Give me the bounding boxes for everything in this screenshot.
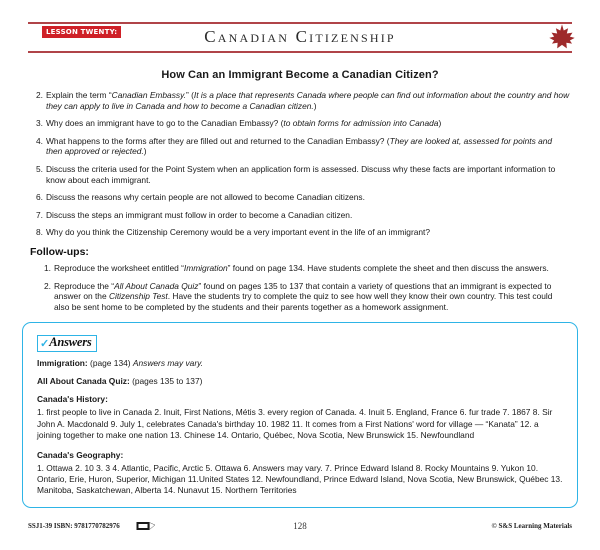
text-run: Discuss the steps an immigrant must follow in order to become a Canadian citizen. bbox=[46, 209, 353, 220]
footer-isbn: SSJ1-39 ISBN: 9781770782976 bbox=[28, 522, 120, 530]
question-number: 4. bbox=[36, 135, 43, 146]
italic-run: Immigration bbox=[183, 262, 228, 273]
text-run: Why does an immigrant have to go to the Canadian Embassy? ( bbox=[46, 118, 284, 129]
answers-badge bbox=[37, 335, 97, 352]
question-text bbox=[46, 90, 569, 111]
footer-copyright: © S&S Learning Materials bbox=[491, 522, 572, 530]
answer-section-heading: Canada's History: bbox=[37, 394, 108, 405]
question-number: 2. bbox=[36, 90, 43, 100]
text-run: ” found on pages 135 to 137 that contain a variety of questions that an immigrant is expected to answer on the bbox=[54, 280, 552, 302]
text-run: Reproduce the worksheet entitled “ bbox=[54, 262, 184, 273]
text-run: ” found on page 134. Have students complete the sheet and then discuss the answers. bbox=[227, 262, 549, 273]
answer-line bbox=[37, 376, 565, 387]
page-number: 128 bbox=[293, 521, 307, 531]
check-icon: ✓ bbox=[40, 338, 50, 351]
question-item bbox=[30, 90, 570, 111]
answer-line-note: Answers may vary. bbox=[132, 358, 204, 369]
italic-run: to obtain forms for admission into Canada bbox=[283, 118, 439, 129]
question-number: 3. bbox=[36, 118, 43, 129]
header-band bbox=[28, 24, 572, 50]
italic-run: They are looked at, assessed for points and then approved or rejected. bbox=[46, 135, 553, 157]
followup-number: 2. bbox=[44, 280, 51, 291]
text-run: What happens to the forms after they are filled out and returned to the Canadian Embassy? ( bbox=[46, 135, 390, 146]
text-run: Reproduce the “ bbox=[54, 280, 115, 291]
answer-line-label: All About Canada Quiz: bbox=[37, 376, 130, 387]
answer-section-heading: Canada's Geography: bbox=[37, 449, 124, 460]
text-run: Explain the term “ bbox=[46, 90, 112, 100]
page-footer bbox=[28, 522, 572, 534]
lesson-badge: LESSON TWENTY: bbox=[42, 26, 121, 38]
answer-section-body: 1. Ottawa 2. 10 3. 3 4. Atlantic, Pacific, Arctic 5. Ottawa 6. Answers may vary. 7. Prince Edward Island 8. Rocky Mountains 9. Yukon 10. Ontario, Erie, Huron, Superior, Michigan 11.United States 12. Newfoundland, Prince Edward Island, Nova Scotia, New Brunswick, Québec 13. Manitoba, Saskatchewan, Alberta 14. Nunavut 15. Northern Territories bbox=[37, 462, 563, 496]
question-item bbox=[30, 164, 570, 185]
question-item bbox=[30, 227, 570, 238]
italic-run: Canadian Embassy. bbox=[111, 90, 186, 100]
question-text bbox=[46, 192, 365, 202]
page-header bbox=[28, 22, 572, 60]
text-run: . Have the students try to complete the quiz to see how well they know their own country. This test could also be sent home to be completed by the students and their parents together as a homework assignment. bbox=[54, 291, 553, 312]
question-number: 8. bbox=[36, 227, 43, 238]
answer-line-text: (page 134) bbox=[87, 358, 133, 369]
answer-line-text: (pages 135 to 137) bbox=[129, 376, 203, 387]
question-number: 5. bbox=[36, 163, 43, 174]
text-run: Discuss the criteria used for the Point System when an application form is assessed. Discuss why these facts are important information to know about each immigrant. bbox=[46, 163, 556, 185]
text-run: ) bbox=[438, 118, 442, 129]
page-subtitle: How Can an Immigrant Become a Canadian Citizen? bbox=[161, 69, 439, 81]
italic-run: All About Canada Quiz bbox=[114, 280, 199, 291]
question-item bbox=[30, 136, 570, 157]
answers-box bbox=[22, 322, 578, 507]
followup-item bbox=[38, 281, 570, 313]
followups-heading: Follow-ups: bbox=[30, 245, 89, 258]
text-run: ) bbox=[313, 100, 317, 111]
followups-list bbox=[30, 263, 570, 312]
text-run: ” ( bbox=[185, 90, 194, 100]
text-run: ) bbox=[143, 146, 147, 157]
question-item bbox=[30, 210, 570, 221]
question-number: 7. bbox=[36, 209, 43, 220]
answer-section-body: 1. first people to live in Canada 2. Inuit, First Nations, Métis 3. every region of Canada. 4. Inuit 5. England, France 6. fur trade 7. 1867 8. Sir John A. Macdonald 9. July 1, celebrates Canada's birthday 10. 1982 11. It comes from a First Nations' word for village — “Kanata” 12. a joining together to make one nation 13. Chinese 14. Ontario, Québec, Nova Scotia, New Brunswick 15. Newfoundland bbox=[37, 407, 553, 441]
question-text bbox=[46, 136, 552, 157]
followup-item bbox=[38, 263, 570, 274]
page-title: Canadian Citizenship bbox=[204, 27, 396, 46]
discussion-question-list bbox=[30, 90, 570, 238]
question-text bbox=[46, 164, 555, 185]
content-area bbox=[30, 90, 570, 312]
followup-text bbox=[54, 263, 549, 273]
question-number: 6. bbox=[36, 192, 43, 203]
answers-key-sections bbox=[37, 394, 565, 496]
header-rule-bottom bbox=[28, 51, 572, 53]
worksheet-page bbox=[0, 22, 600, 550]
followup-number: 1. bbox=[44, 262, 51, 273]
answers-badge-label: Answers bbox=[49, 335, 92, 350]
answer-line bbox=[37, 358, 565, 369]
maple-leaf-icon bbox=[548, 22, 576, 52]
question-text bbox=[46, 227, 430, 237]
italic-run: It is a place that represents Canada where people can find out information about the country and how they can apply to live in Canada and how to become a Canadian citizen. bbox=[46, 90, 570, 111]
italic-run: Citizenship Test bbox=[108, 291, 168, 302]
question-item bbox=[30, 192, 570, 203]
text-run: Why do you think the Citizenship Ceremony would be a very important event in the life of an immigrant? bbox=[46, 227, 431, 238]
answer-line-label: Immigration: bbox=[37, 358, 88, 369]
question-text bbox=[46, 210, 352, 220]
text-run: Discuss the reasons why certain people are not allowed to become Canadian citizens. bbox=[46, 192, 365, 203]
followup-text bbox=[54, 281, 552, 312]
answers-key-lines bbox=[37, 358, 565, 387]
question-item bbox=[30, 118, 570, 129]
question-text bbox=[46, 118, 441, 128]
